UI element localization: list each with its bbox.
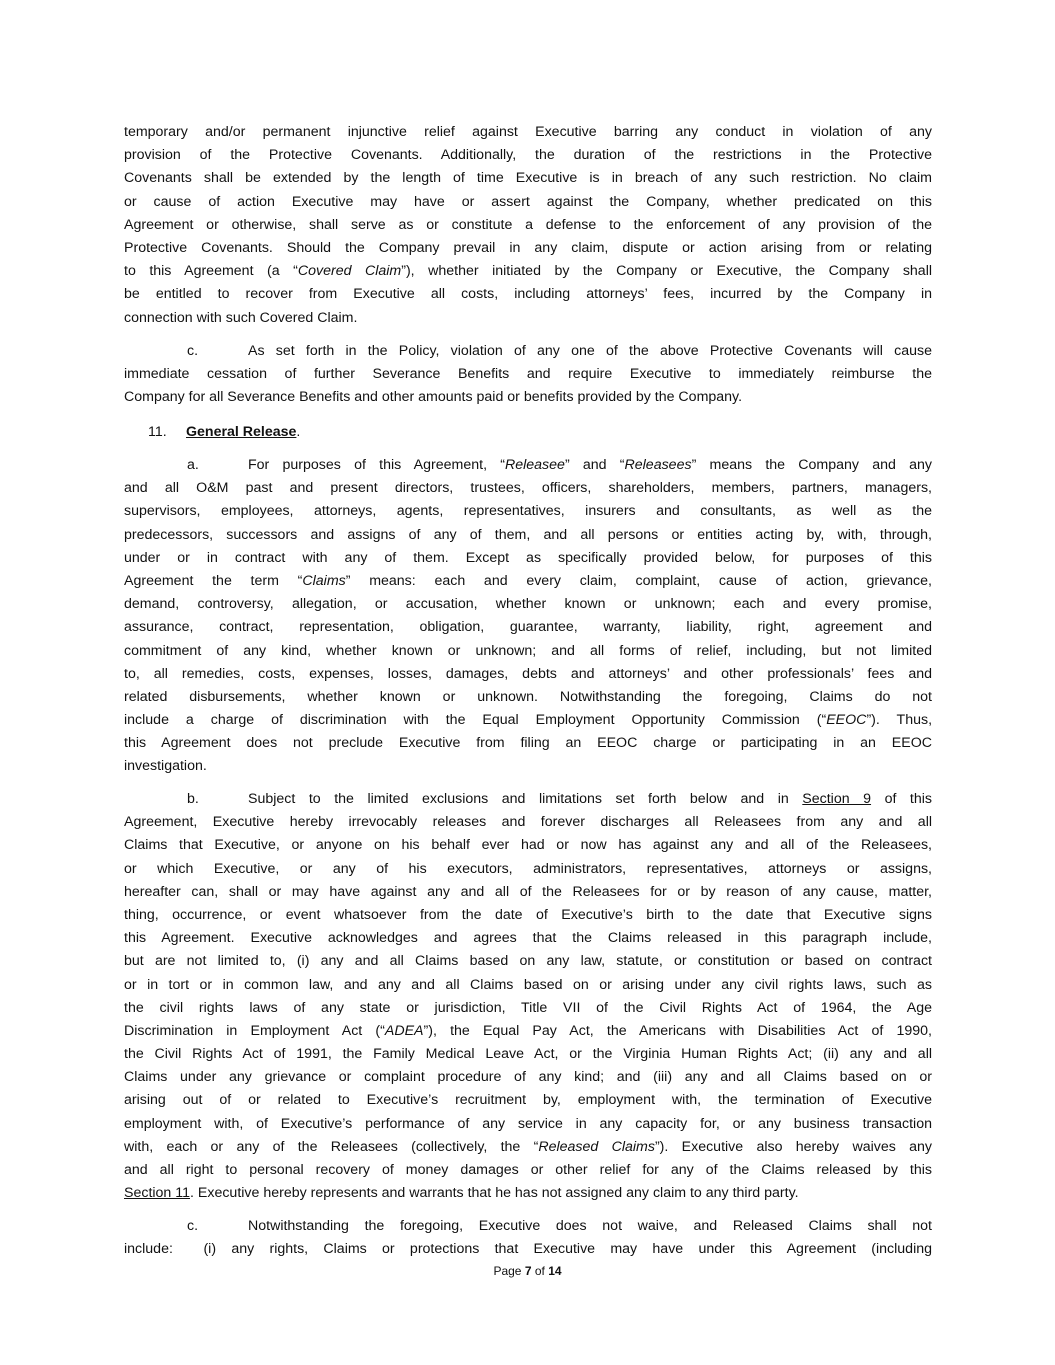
paragraph-covenants-enforcement xyxy=(124,121,932,330)
text-line xyxy=(124,1066,932,1089)
text-line xyxy=(124,834,932,857)
text-run: to, all remedies, costs, expenses, losses, damages, debts and attorneys’ and other professionals’ fees and xyxy=(124,665,932,682)
text-run: employment with, of Executive’s performance of any service in any capacity for, or any business transaction xyxy=(124,1115,932,1132)
text-line xyxy=(124,524,932,547)
text-run: and all right to personal recovery of money damages or other relief for any of the Claims released by this xyxy=(124,1162,932,1178)
text-run: Protective Covenants. Should the Company prevail in any claim, dispute or action arising from or relating xyxy=(124,239,932,256)
text-run: arising out of or related to Executive’s recruitment by, employment with, the termination of Executive xyxy=(124,1092,932,1109)
page-label: Page xyxy=(493,1264,525,1278)
text-run: Subject to the limited exclusions and limitations set forth below and in xyxy=(248,791,803,807)
text-line xyxy=(124,1020,932,1043)
text-line xyxy=(124,593,932,616)
text-run: ”), the Equal Pay Act, the Americans with Disabilities Act of 1990, xyxy=(423,1022,932,1039)
defined-term: EEOC xyxy=(826,712,867,729)
text-run: ”). Thus, xyxy=(866,712,933,729)
text-run: demand, controversy, allegation, or accusation, whether known or unknown; each and every promise, xyxy=(124,596,932,613)
text-line xyxy=(124,1182,932,1205)
page-footer xyxy=(0,1264,1055,1278)
text-line xyxy=(124,454,932,477)
paragraph-11c xyxy=(124,1215,932,1261)
text-line xyxy=(124,927,932,950)
text-line xyxy=(124,732,932,755)
of-label: of xyxy=(531,1264,549,1278)
page-total: 14 xyxy=(548,1264,562,1278)
text-run: commitment of any kind, whether known or unknown; and all forms of relief, including, but not limited xyxy=(124,642,932,659)
text-run: to this Agreement (a “ xyxy=(124,263,298,280)
paragraph-label: c. xyxy=(187,343,199,359)
text-line xyxy=(124,1136,932,1159)
text-line xyxy=(124,1043,932,1066)
text-line xyxy=(124,386,932,409)
paragraph-label: b. xyxy=(187,791,199,807)
text-run: predecessors, successors and assigns of any of them, and all persons or entities acting by, with, through, xyxy=(124,526,932,543)
text-line xyxy=(124,974,932,997)
text-line xyxy=(124,709,932,732)
text-run: investigation. xyxy=(124,758,207,775)
text-line xyxy=(124,686,932,709)
text-line xyxy=(124,1215,932,1238)
section-reference: Section 11 xyxy=(124,1185,190,1202)
text-run: For purposes of this Agreement, “ xyxy=(248,457,505,473)
text-run: supervisors, employees, attorneys, agents, representatives, insurers and consultants, as well as the xyxy=(124,503,932,520)
defined-term: Releasee xyxy=(504,457,565,473)
paragraph-label: a. xyxy=(187,457,199,473)
text-run: provision of the Protective Covenants. Additionally, the duration of the restrictions in the Protective xyxy=(124,147,932,164)
text-line xyxy=(124,500,932,523)
text-run: Discrimination in Employment Act (“ xyxy=(124,1022,385,1039)
text-run: this Agreement. Executive acknowledges and agrees that the Claims released in this paragraph include, xyxy=(124,930,932,947)
text-run: Notwithstanding the foregoing, Executive does not waive, and Released Claims shall not xyxy=(248,1218,932,1234)
text-line xyxy=(124,340,932,363)
text-line xyxy=(124,214,932,237)
text-run: with, each or any of the Releasees (collectively, the “ xyxy=(124,1138,539,1155)
section-heading-general-release xyxy=(148,421,300,444)
text-line xyxy=(124,191,932,214)
text-run: the Civil Rights Act of 1991, the Family Medical Leave Act, or the Virginia Human Rights Act; (ii) any and all xyxy=(124,1046,932,1063)
text-run: ”). Executive also hereby waives any xyxy=(654,1138,932,1155)
paragraph-10c xyxy=(124,340,932,410)
text-line xyxy=(124,363,932,386)
text-run: this Agreement does not preclude Executive from filing an EEOC charge or participating in an EEOC xyxy=(124,735,932,752)
defined-term: Releasees xyxy=(624,457,692,473)
text-line xyxy=(124,811,932,834)
text-line xyxy=(124,1113,932,1136)
text-line xyxy=(124,640,932,663)
text-run: Claims that Executive, or anyone on his behalf ever had or now has against any and all of the Releasees, xyxy=(124,837,932,854)
paragraph-label: c. xyxy=(187,1218,199,1234)
paragraph-11a xyxy=(124,454,932,779)
text-run: assurance, contract, representation, obligation, guarantee, warranty, liability, right, agreement and xyxy=(124,619,932,636)
defined-term: ADEA xyxy=(384,1022,424,1039)
section-number: 11. xyxy=(148,424,167,440)
text-run: Agreement the term “ xyxy=(124,572,303,589)
page-number: 7 xyxy=(524,1264,532,1278)
text-run: related disbursements, whether known or unknown. Notwithstanding the foregoing, Claims do not xyxy=(124,688,932,705)
paragraph-11b xyxy=(124,788,932,1205)
text-run: temporary and/or permanent injunctive relief against Executive barring any conduct in violation of any xyxy=(124,124,932,140)
text-run: the civil rights laws of any state or jurisdiction, Title VII of the Civil Rights Act of 1964, the Age xyxy=(124,999,932,1016)
text-line xyxy=(124,904,932,927)
text-run: include: (i) any rights, Claims or protections that Executive may have under this Agreement (including xyxy=(124,1241,932,1258)
text-line xyxy=(124,616,932,639)
text-line xyxy=(124,997,932,1020)
text-line xyxy=(124,570,932,593)
text-run: immediate cessation of further Severance Benefits and require Executive to immediately reimburse the xyxy=(124,366,932,383)
text-run: connection with such Covered Claim. xyxy=(124,309,358,326)
text-line xyxy=(124,121,932,144)
text-line xyxy=(124,1089,932,1112)
text-line xyxy=(124,283,932,306)
text-line xyxy=(124,881,932,904)
text-line xyxy=(124,547,932,570)
text-line xyxy=(124,663,932,686)
text-line xyxy=(124,858,932,881)
text-line xyxy=(124,307,932,330)
text-line xyxy=(124,167,932,190)
text-run: Covenants shall be extended by the length of time Executive is in breach of any such restriction. No claim xyxy=(124,170,932,187)
section-title: General Release xyxy=(186,424,297,440)
text-run: but are not limited to, (i) any and all Claims based on any law, statute, or constitution or based on contract xyxy=(124,953,932,970)
text-run: of this xyxy=(871,791,933,807)
text-run: . Executive hereby represents and warrants that he has not assigned any claim to any third party. xyxy=(190,1185,799,1202)
text-run: Claims under any grievance or complaint procedure of any kind; and (iii) any and all Claims based on or xyxy=(124,1069,932,1086)
text-line xyxy=(124,237,932,260)
text-line xyxy=(124,260,932,283)
text-run: or which Executive, or any of his executors, administrators, representatives, attorneys or assigns, xyxy=(124,860,932,877)
text-line xyxy=(124,788,932,811)
text-run: or in tort or in common law, and any and all Claims based on or arising under any civil rights laws, such as xyxy=(124,976,932,993)
defined-term: Claims xyxy=(302,572,346,589)
text-run: ” means: each and every claim, complaint, cause of action, grievance, xyxy=(345,572,932,589)
text-line xyxy=(124,477,932,500)
defined-term: Released Claims xyxy=(538,1138,655,1155)
text-run: hereafter can, shall or may have against any and all of the Releasees for or by reason of any cause, matter, xyxy=(124,883,932,900)
text-run: Agreement or otherwise, shall serve as or constitute a defense to the enforcement of any provision of the xyxy=(124,216,932,233)
text-run: ” means the Company and any xyxy=(691,457,932,473)
text-line xyxy=(124,1159,932,1182)
section-reference: Section 9 xyxy=(802,791,872,807)
text-line xyxy=(124,950,932,973)
defined-term: Covered Claim xyxy=(297,263,402,280)
text-run: Agreement, Executive hereby irrevocably releases and forever discharges all Releasees from any and all xyxy=(124,814,932,831)
text-run: ” and “ xyxy=(564,457,625,473)
text-run: or cause of action Executive may have or assert against the Company, whether predicated on this xyxy=(124,193,932,210)
text-line xyxy=(124,144,932,167)
text-line xyxy=(124,755,932,778)
text-run: be entitled to recover from Executive all costs, including attorneys’ fees, incurred by the Company in xyxy=(124,286,932,303)
text-run: As set forth in the Policy, violation of any one of the above Protective Covenants will cause xyxy=(248,343,932,359)
text-line xyxy=(124,1238,932,1261)
text-run: Company for all Severance Benefits and other amounts paid or benefits provided by the Company. xyxy=(124,389,743,406)
text-run: thing, occurrence, or event whatsoever from the date of Executive’s birth to the date that Executive signs xyxy=(124,906,932,923)
text-run: and all O&M past and present directors, trustees, officers, shareholders, members, partners, managers, xyxy=(124,480,932,497)
section-title-punct: . xyxy=(296,424,301,440)
text-run: ”), whether initiated by the Company or Executive, the Company shall xyxy=(401,263,933,280)
text-run: include a charge of discrimination with the Equal Employment Opportunity Commission (“ xyxy=(124,712,827,729)
text-run: under or in contract with any of them. Except as specifically provided below, for purposes of this xyxy=(124,549,932,566)
